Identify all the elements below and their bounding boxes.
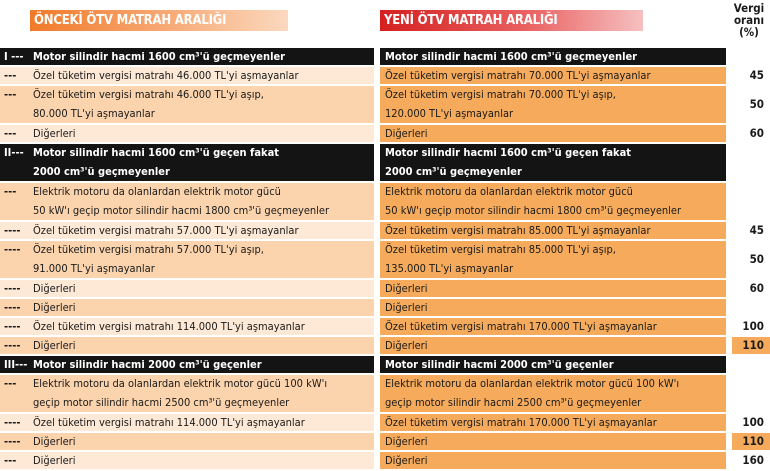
old-range-text: Diğerleri [33,301,76,314]
old-range-cell [0,337,374,354]
new-range-cell [380,86,726,123]
new-range-text: Motor silindir hacmi 2000 cm³'ü geçenler [385,358,614,371]
new-range-text: Özel tüketim vergisi matrahı 70.000 TL'yi aşmayanlar [385,69,651,82]
row-prefix: ---- [4,282,21,295]
tax-rate-cell [732,48,770,65]
row-prefix: ---- [4,301,21,314]
old-range-text: Elektrik motoru da olanlardan elektrik motor gücü [33,185,281,198]
old-range-cell [0,433,374,450]
new-range-text: Özel tüketim vergisi matrahı 70.000 TL'yi aşıp, [385,88,616,101]
table-row [0,125,770,142]
table-row [0,375,770,412]
table-row [0,299,770,316]
new-range-cell [380,48,726,65]
old-range-text: Motor silindir hacmi 1600 cm³'ü geçmeyenler [33,50,286,63]
tax-rate-value: 160 [742,453,764,467]
tax-rate-cell [732,125,770,142]
row-prefix: --- [4,454,17,467]
old-range-text: 80.000 TL'yi aşmayanlar [33,106,155,120]
new-range-cell [380,356,726,373]
tax-rate-cell [732,280,770,297]
row-prefix: --- [4,185,17,198]
new-range-text: Diğerleri [385,435,428,448]
old-range-text: 50 kW'ı geçip motor silindir hacmi 1800 cm³'ü geçmeyenler [33,203,330,217]
new-range-text: Özel tüketim vergisi matrahı 85.000 TL'yi aşmayanlar [385,224,651,237]
old-range-text: 91.000 TL'yi aşmayanlar [33,261,155,275]
new-range-text: Diğerleri [385,301,428,314]
new-range-text: Elektrik motoru da olanlardan elektrik motor gücü 100 kW'ı [385,377,680,390]
old-range-text: Motor silindir hacmi 2000 cm³'ü geçenler [33,358,262,371]
table-row [0,183,770,220]
section-row [0,48,770,65]
old-range-text: Özel tüketim vergisi matrahı 57.000 TL'yi aşmayanlar [33,224,299,237]
table-row [0,67,770,84]
old-range-text: Diğerleri [33,435,76,448]
tax-rate-cell [732,67,770,84]
row-prefix: ---- [4,243,21,256]
tax-rate-value: 50 [749,97,764,111]
old-range-cell [0,86,374,123]
tax-rate-cell [732,241,770,278]
tax-rate-cell [732,144,770,181]
old-range-cell [0,280,374,297]
old-range-text: Özel tüketim vergisi matrahı 114.000 TL'yi aşmayanlar [33,320,305,333]
tax-rate-cell [732,337,770,354]
tax-rate-value: 110 [742,434,764,448]
row-prefix: --- [4,69,17,82]
table-row [0,433,770,450]
new-range-text: geçip motor silindir hacmi 2500 cm³'ü geçmeyenler [385,395,642,409]
new-range-cell [380,222,726,239]
row-prefix: --- [4,88,17,101]
row-prefix: I --- [4,50,24,63]
table-row [0,452,770,469]
old-range-text: Diğerleri [33,282,76,295]
section-row [0,144,770,181]
new-range-cell [380,414,726,431]
tax-rate-value: 60 [749,281,764,295]
tax-rate-cell [732,318,770,335]
new-range-text: Motor silindir hacmi 1600 cm³'ü geçmeyenler [385,50,638,63]
table-row [0,318,770,335]
tax-rate-cell [732,356,770,373]
old-range-header: ÖNCEKİ ÖTV MATRAH ARALIĞI [30,10,288,31]
row-prefix: --- [4,377,17,390]
table-row [0,337,770,354]
tax-rate-cell [732,433,770,450]
new-range-cell [380,433,726,450]
tax-rate-value: 100 [742,415,764,429]
old-range-cell [0,318,374,335]
new-range-text: 2000 cm³'ü geçmeyenler [385,164,522,178]
row-prefix: ---- [4,435,21,448]
new-range-text: 50 kW'ı geçip motor silindir hacmi 1800 cm³'ü geçmeyenler [385,203,682,217]
tax-rate-cell [732,299,770,316]
new-range-text: Diğerleri [385,339,428,352]
new-range-text: Elektrik motoru da olanlardan elektrik motor gücü [385,185,633,198]
old-range-text: Özel tüketim vergisi matrahı 57.000 TL'yi aşıp, [33,243,264,256]
new-range-cell [380,337,726,354]
old-range-cell [0,144,374,181]
rate-header: Vergi oranı (%) [733,1,765,39]
old-range-text: Diğerleri [33,127,76,140]
old-range-cell [0,48,374,65]
new-range-text: Diğerleri [385,282,428,295]
old-range-text: Diğerleri [33,339,76,352]
new-range-cell [380,183,726,220]
tax-rate-cell [732,222,770,239]
tax-rate-value: 45 [749,223,764,237]
old-range-cell [0,125,374,142]
tax-rate-cell [732,452,770,469]
new-range-text: Diğerleri [385,127,428,140]
new-range-text: 135.000 TL'yi aşmayanlar [385,261,514,275]
row-prefix: ---- [4,224,21,237]
new-range-cell [380,241,726,278]
old-range-text: Özel tüketim vergisi matrahı 114.000 TL'yi aşmayanlar [33,416,305,429]
row-prefix: ---- [4,339,21,352]
old-range-text: 2000 cm³'ü geçmeyenler [33,164,170,178]
table-row [0,414,770,431]
old-range-cell [0,67,374,84]
table-body [0,48,770,471]
new-range-text: Özel tüketim vergisi matrahı 170.000 TL'yi aşmayanlar [385,416,657,429]
tax-rate-value: 60 [749,126,764,140]
tax-rate-cell [732,183,770,220]
new-range-header: YENİ ÖTV MATRAH ARALIĞI [380,10,643,31]
old-range-cell [0,299,374,316]
new-range-cell [380,67,726,84]
tax-rate-value: 100 [742,319,764,333]
new-range-cell [380,144,726,181]
new-range-cell [380,280,726,297]
tax-rate-value: 45 [749,68,764,82]
table-row [0,222,770,239]
row-prefix: --- [4,127,17,140]
old-range-cell [0,452,374,469]
tax-rate-cell [732,86,770,123]
new-range-text: Özel tüketim vergisi matrahı 85.000 TL'yi aşıp, [385,243,616,256]
new-range-cell [380,318,726,335]
new-range-cell [380,452,726,469]
row-prefix: ---- [4,416,21,429]
tax-rate-cell [732,375,770,412]
old-range-text: Özel tüketim vergisi matrahı 46.000 TL'yi aşıp, [33,88,264,101]
table-row [0,241,770,278]
old-range-cell [0,241,374,278]
new-range-cell [380,375,726,412]
new-range-text: Motor silindir hacmi 1600 cm³'ü geçen fakat [385,146,631,159]
old-range-text: Elektrik motoru da olanlardan elektrik motor gücü 100 kW'ı [33,377,328,390]
old-range-cell [0,375,374,412]
new-range-cell [380,125,726,142]
old-range-text: Diğerleri [33,454,76,467]
row-prefix: ---- [4,320,21,333]
old-range-cell [0,356,374,373]
new-range-text: 120.000 TL'yi aşmayanlar [385,106,514,120]
tax-rate-value: 110 [742,338,764,352]
old-range-text: Motor silindir hacmi 1600 cm³'ü geçen fakat [33,146,279,159]
old-range-cell [0,183,374,220]
row-prefix: III--- [4,358,28,371]
table-row [0,280,770,297]
section-row [0,356,770,373]
old-range-text: Özel tüketim vergisi matrahı 46.000 TL'yi aşmayanlar [33,69,299,82]
new-range-text: Özel tüketim vergisi matrahı 170.000 TL'yi aşmayanlar [385,320,657,333]
old-range-cell [0,222,374,239]
tax-rate-cell [732,414,770,431]
new-range-text: Diğerleri [385,454,428,467]
tax-rate-value: 50 [749,252,764,266]
old-range-cell [0,414,374,431]
table-row [0,86,770,123]
old-range-text: geçip motor silindir hacmi 2500 cm³'ü geçmeyenler [33,395,290,409]
row-prefix: II--- [4,146,24,159]
new-range-cell [380,299,726,316]
